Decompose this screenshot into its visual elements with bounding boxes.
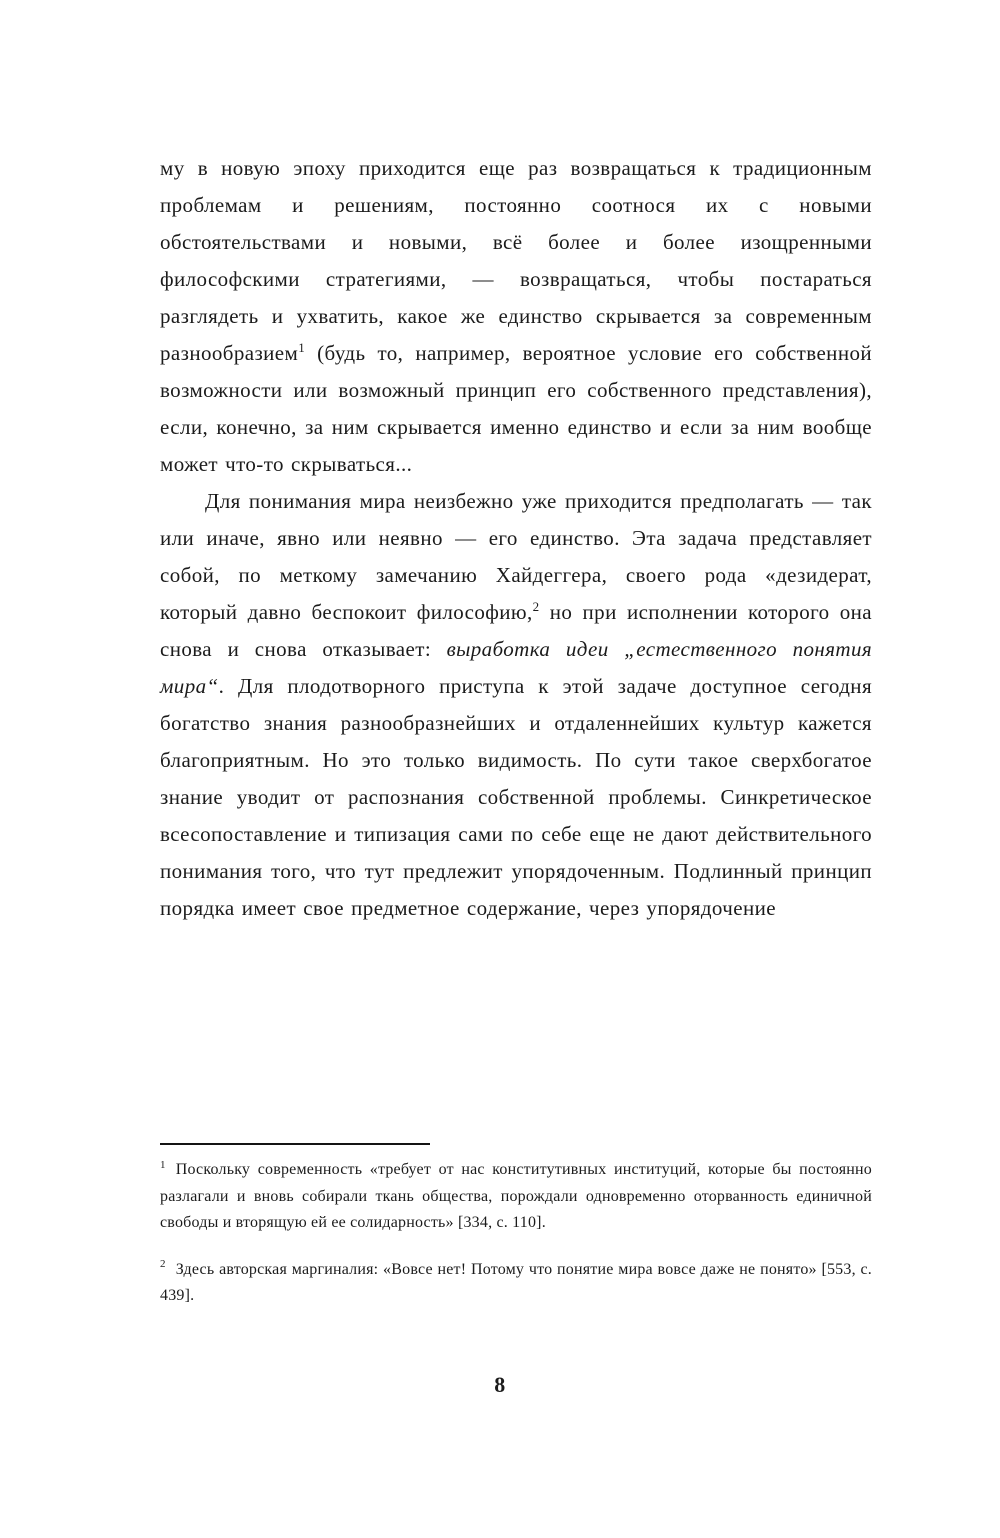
- footnote-ref-2: 2: [532, 599, 540, 614]
- footnote-2: [160, 1257, 872, 1310]
- footnote-1: [160, 1157, 872, 1237]
- body-text: [160, 150, 872, 927]
- paragraph: [160, 483, 872, 927]
- footnote-1-marker: 1: [160, 1158, 166, 1171]
- text-run: Для понимания мира неизбежно уже приходится предполагать — так или иначе, явно или неявно — его единство. Эта задача представляет собой, по меткому замечанию Хайдеггера, своего рода «дезидерат, который давно беспокоит философию,: [160, 489, 872, 624]
- page-number: 8: [494, 1372, 506, 1397]
- footnote-2-text: Здесь авторская маргиналия: «Вовсе нет! Потому что понятие мира вовсе даже не понято» [553, с. 439].: [160, 1260, 872, 1304]
- text-run: му в новую эпоху приходится еще раз возвращаться к традиционным проблемам и решениям, постоянно соотнося их с новыми обстоятельствами и новыми, всё более и более изощренными философскими стратегиями, — возвращаться, чтобы постараться разглядеть и ухватить, какое же единство скрывается за современным разнообразием: [160, 156, 872, 365]
- footnotes-section: [160, 1143, 872, 1330]
- text-run: (будь то, например, вероятное условие его собственной возможности или возможный принцип его собственного представления), если, конечно, за ним скрывается именно единство и если за ним вообще может что-то скрываться...: [160, 341, 872, 476]
- footnote-1-text: Поскольку современность «требует от нас конститутивных институций, которые бы постоянно разлагали и вновь собирали ткань общества, порождали одновременно оторванность единичной свободы и вторящую ей ее солидарность» [334, с. 110].: [160, 1161, 872, 1231]
- text-run: но при исполнении которого она снова и снова отказывает:: [160, 600, 872, 661]
- footnote-separator: [160, 1143, 430, 1145]
- footnote-ref-1: 1: [298, 340, 306, 355]
- paragraph-continuation: [160, 150, 872, 483]
- text-run: . Для плодотворного приступа к этой задаче доступное сегодня богатство знания разнообразнейших и отдаленнейших культур кажется благоприятным. Но это только видимость. По сути такое сверхбогатое знание уводит от распознания собственной проблемы. Синкретическое всесопоставление и типизация сами по себе еще не дают действительного понимания того, что тут предлежит упорядоченным. Подлинный принцип порядка имеет свое предметное содержание, через упорядочение: [160, 674, 872, 920]
- footnote-2-marker: 2: [160, 1258, 166, 1271]
- text-run-italic: выработка идеи „естественного понятия мира“: [160, 637, 873, 698]
